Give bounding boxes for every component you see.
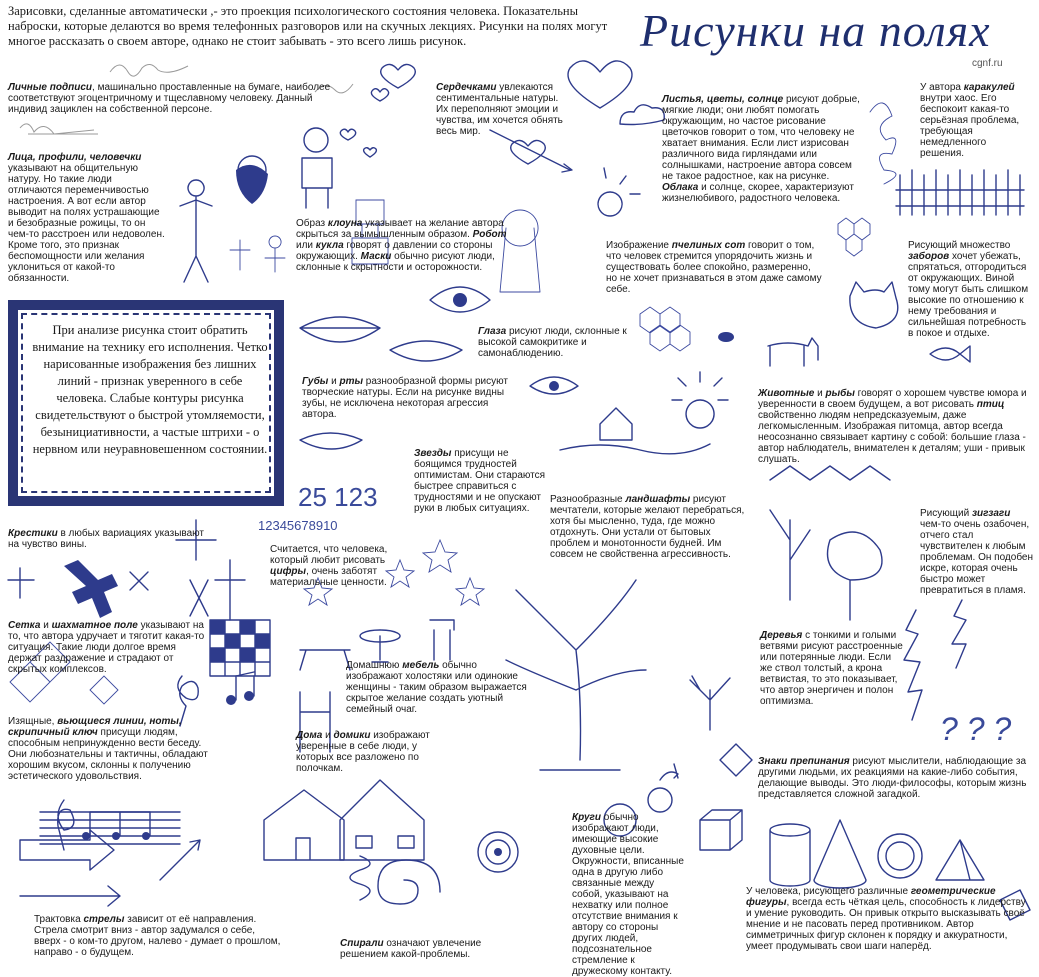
zigzag-icon-3: [952, 600, 966, 668]
heart-tiny-icon: [340, 129, 376, 157]
shapes-text: У человека, рисующего различные геометрические фигуры, всегда есть чёткая цель, способность к лидерству и умение руководить. Он привык открыто высказывать своё мнение и не пасовать перед противником. Автор симметричных фигур склонен к порядку и аккуратности, умеет продумывать свои шаги наперёд.: [746, 886, 1026, 952]
fish-icon: [930, 346, 970, 362]
treble-clef-staff-icon: [58, 800, 74, 850]
signatures-text: Личные подписи, машинально проставленные на бумаге, наиболее соответствуют эгоцентричному и тщеславному человеку. Данный индивид зациклен на собственной персоне.: [8, 82, 331, 115]
circles-text: Круги обычно изображают люди, имеющие высокие духовные цели. Окружности, вписанные одна в другую либо связанные между собой, указывают на нехватку или полное отсутствие внимания к автору со стороны других людей, подсознательное стремление к дружескому контакту.: [572, 812, 684, 977]
checker-icon: [210, 620, 270, 676]
question-text: Знаки препинания рисуют мыслители, наблюдающие за другими людьми, их реакциями на какие-либо события, делающие выводы. Это люди-философы, которым жизнь представляется сложной загадкой.: [758, 756, 1027, 800]
house-icon: [264, 790, 344, 860]
scribbles-text: У автора каракулей внутри хаос. Его беспокоит какая-то серьёзная проблема, требующая немедленного решения.: [920, 82, 1020, 159]
furniture-text: Домашнюю мебель обычно изображают холостяки или одинокие женщины - таким образом выражается скрытое желание создать уютный семейный очаг.: [346, 660, 527, 715]
site-label: cgnf.ru: [972, 58, 1003, 69]
sun-cloud-icon: [598, 168, 640, 216]
houses-text: Дома и домики изображают уверенные в себе люди, у которых все разложено по полочкам.: [296, 730, 430, 774]
hearts-text: Сердечками увлекаются сентиментальные натуры. Их переполняют эмоции и чувства, им хочется обнять весь мир.: [436, 82, 563, 137]
bee-icon: [718, 332, 734, 342]
zigzag-icon: [770, 466, 890, 480]
lips-text: Губы и рты разнообразной формы рисуют творческие натуры. Если на рисунке видны зубы, не исключена некоторая агрессия автора.: [302, 376, 509, 420]
cone-icon: [814, 820, 866, 888]
stars-text: Звезды присущи не боящимся трудностей оптимистам. Они стараются быстрее справиться с трудностями и не опускают руки в любых ситуациях.: [414, 448, 546, 514]
animals-text: Животные и рыбы говорят о хорошем чувстве юмора и уверенности в своем будущем, а вот рисовать птиц свойственно людям непредсказуемым, даже легкомысленным. Изображая питомца, автор всегда неосознанно связывает картину с собой: большие глаза - автор наблюдатель, внимателен к деталям; уши - привык слушать.: [758, 388, 1027, 465]
honeycomb-text: Изображение пчелиных сот говорит о том, что человек стремится упорядочить жизнь и существовать более спокойно, размеренно, но не хочет признаваться в этом даже самому себе.: [606, 240, 822, 295]
lips-icon-3: [300, 433, 362, 449]
question-marks-doodle: ? ? ?: [940, 711, 1012, 747]
technique-frame: [8, 300, 284, 506]
landscapes-text: Разнообразные ландшафты рисуют мечтатели, которые желают перебраться, хотя бы мысленно, туда, где можно отдохнуть. Они устали от бытовых проблем и монотонности будней. Им совсем не свойственна агрессивность.: [550, 494, 745, 560]
house-icon-2: [340, 780, 424, 860]
scribble-icon: [870, 103, 896, 184]
lips-icon-2: [390, 341, 462, 361]
numbers-text: Считается, что человека, который любит рисовать цифры, очень заботят материальные ценности.: [270, 544, 388, 588]
dog-icon: [768, 338, 818, 366]
spiral-icon: [378, 860, 440, 904]
lips-icon: [300, 317, 380, 342]
cross-icon-2: [8, 560, 245, 620]
table-icon: [300, 650, 350, 670]
clown-face-icon: [304, 128, 328, 152]
bird-icon: [660, 764, 678, 780]
mask-icon: [236, 165, 268, 204]
leafless-tree-icon: [690, 676, 730, 730]
signature-doodle: [110, 64, 188, 76]
pyramid-icon: [936, 840, 984, 880]
wooden-mannequin-icon: [180, 180, 212, 282]
leaves-text: Листья, цветы, солнце рисуют добрые, мягкие люди; они любят помогать окружающим, но частое рисование цветочков говорит о том, что человеку не хватает внимания. Если лист изрисован различного вида гирляндами или солнышками, настроение автора совсем не такое радостное, как на рисунке. Облака и солнце, скорее, характеризуют жизнелюбивого, радостного человека.: [662, 94, 860, 204]
arrow-icon-2: [160, 840, 200, 880]
plus-block-icon: [64, 560, 118, 618]
trees-text: Деревья с тонкими и голыми ветвями рисуют расстроенные или потерянные люди. Если же ствол толстый, а крона ветвистая, то это показывает, что автор энергичен и полон оптимизма.: [760, 630, 903, 707]
eyes-text: Глаза рисуют люди, склонные к высокой самокритике и самонаблюдению.: [478, 326, 627, 359]
crosses-text: Крестики в любых вариациях указывают на чувство вины.: [8, 528, 205, 550]
numbers-doodle-small: 12345678910: [258, 518, 338, 533]
stool-icon: [430, 620, 454, 660]
fence-icon: [896, 170, 1024, 215]
spirals-text: Спирали означают увлечение решением какой-проблемы.: [340, 938, 482, 960]
stick-figures-icon: [230, 236, 285, 272]
heart-small-icon: [371, 89, 388, 101]
heart-icon: [381, 64, 416, 88]
grid-text: Сетка и шахматное поле указывают на то, что автора удручает и тяготит какая-то ситуация. Такие люди долгое время держат раздражение и страдают от скрытых комплексов.: [8, 620, 205, 675]
staff-notes-icon: [90, 812, 150, 836]
sun-icon: [672, 372, 728, 428]
frame-text: При анализе рисунка стоит обратить внимание на технику его исполнения. Четко нарисованные изображения без лишних линий - признак уверенного в себе человека. Слабые контуры рисунка свидетельствуют о быстрой утомляемости, безынициативности, а частые штрихи - о нервном или неуравновешенном состоянии.: [32, 323, 268, 456]
round-table-icon: [360, 630, 400, 662]
numbers-doodle: 25 123: [298, 482, 378, 512]
cylinder-icon: [770, 824, 810, 886]
spring-icon: [350, 856, 370, 900]
arrow-icon: [20, 886, 120, 906]
tree-icon-2: [828, 532, 883, 620]
signature-doodle-2: [20, 124, 98, 134]
arrows-text: Трактовка стрелы зависит от её направления. Стрела смотрит вниз - автор задумался о себе, вверх - о ком-то другом, налево - думает о прошлом, направо - о будущем.: [34, 914, 281, 958]
page-title: Рисунки на полях: [640, 5, 991, 56]
x-cross-icon: [130, 572, 208, 616]
clown-body-icon: [302, 158, 332, 208]
cloud-icon: [620, 105, 664, 125]
cube-icon: [700, 810, 742, 850]
intro-paragraph: Зарисовки, сделанные автоматически ,- это проекция психологического состояния человека. Показательны наброски, которые делаются во время телефонных разговоров или на скучных лекциях. Рисунки на полях могут многое рассказать о своем авторе, однако не стоит забывать - это всего лишь рисунок.: [8, 4, 608, 48]
zigzag-icon-2: [904, 610, 922, 720]
clown-text: Образ клоуна указывает на желание автора скрыться за вымышленным образом. Робот или кукла говорят о давлении со стороны окружающих. Маски обычно рисуют люди, склонные к скрытности и осторожности.: [296, 218, 507, 273]
music-text: Изящные, вьющиеся линии, ноты, скрипичный ключ присущи людям, способным непринужденно вести беседу. Они любознательны и тактичны, обладают хорошим вкусом, склонны к получению эстетического удовольствия.: [8, 716, 208, 782]
cat-icon: [850, 282, 898, 328]
fences-text: Рисующий множество заборов хочет убежать, спрятаться, отгородиться от окружающих. Виной тому могут быть слишком высокие по отношению к нему требования и сильнейшая потребность в покое и отдыхе.: [908, 240, 1029, 339]
heart-icon-big: [568, 61, 632, 108]
circle-icon-3: [878, 834, 922, 878]
landscape-house-icon: [560, 408, 710, 454]
zigzags-text: Рисующий зигзаги чем-то очень озабочен, отчего стал чувствителен к любым проблемам. Он подобен искре, которая очень быстро может превратиться в пламя.: [920, 508, 1034, 596]
faces-text: Лица, профили, человечки указывают на общительную натуру. Но такие люди отличаются переменчивостью настроения. А вот если автор выводит на полях устрашающие и безобразные рожицы, то он чем-то расстроен или недоволен. Кроме того, это признак беспомощности или желания уклониться от какой-то обязанности.: [8, 152, 165, 284]
thin-tree-icon: [770, 510, 810, 600]
